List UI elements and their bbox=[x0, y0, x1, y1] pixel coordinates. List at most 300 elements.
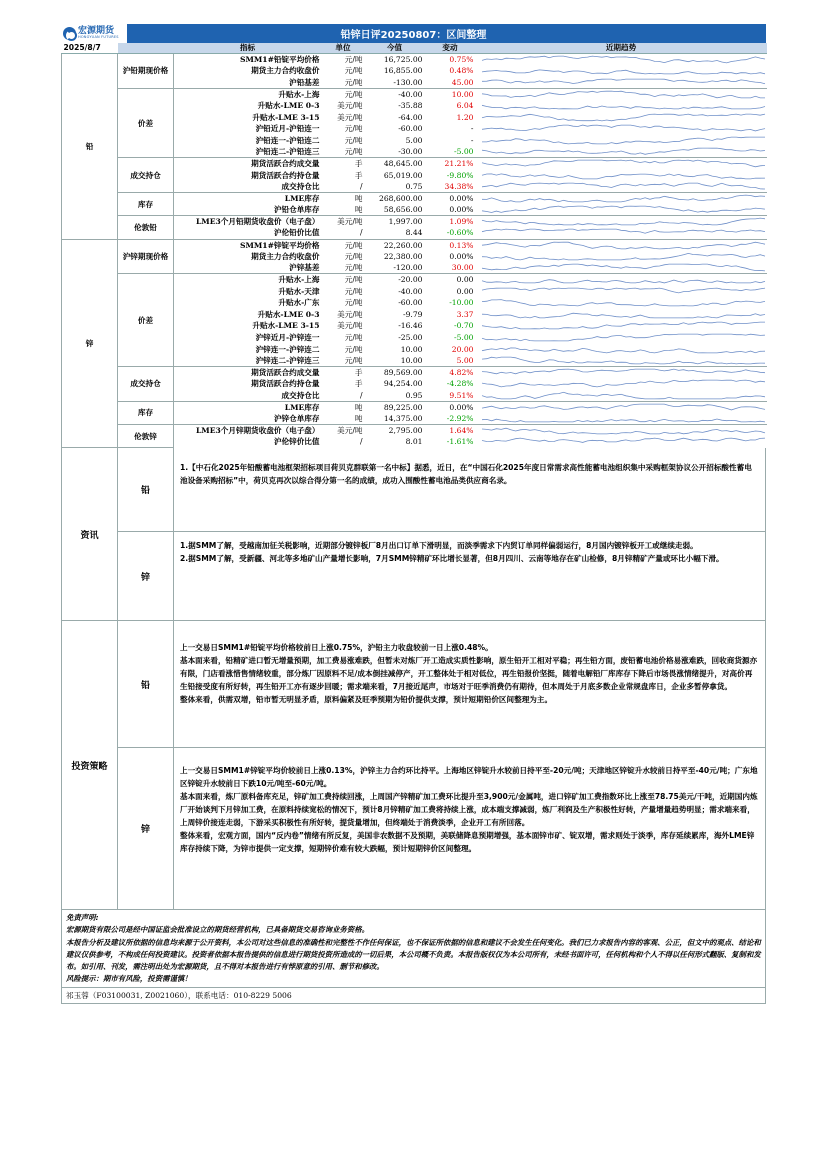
trend-cell bbox=[476, 227, 767, 239]
disclaimer-p3: 风险提示：期市有风险，投资需谨慎！ bbox=[66, 974, 192, 984]
change-cell: 0.00 bbox=[425, 274, 476, 286]
unit-cell: 美元/吨 bbox=[337, 321, 363, 331]
indicator-name: 沪锌连二-沪锌连三 bbox=[255, 355, 320, 365]
strategy-section-label: 投资策略 bbox=[62, 621, 118, 909]
strategy-zinc-p3: 整体来看，宏观方面，国内“反内卷”情绪有所反复，美国非农数据不及预期，美联储降息预期增强，基本面锌市矿、锭双增，需求则处于淡季，库存延续累库，海外LME锌库存持续下降，为锌市提供一定支撑，短期锌价难有较大跌幅，预计短期锌价区间整理。 bbox=[180, 831, 755, 854]
indicator-name: 升贴水-广东 bbox=[278, 298, 320, 308]
trend-cell bbox=[476, 436, 767, 448]
value-cell: 89,225.00 bbox=[365, 401, 425, 413]
disclaimer bbox=[61, 910, 766, 988]
trend-line bbox=[482, 300, 765, 306]
table-row bbox=[62, 239, 767, 251]
value-cell: 268,600.00 bbox=[365, 193, 425, 205]
value-cell: 16,855.00 bbox=[383, 66, 423, 76]
trend-line bbox=[482, 230, 765, 234]
indicator-name: LME库存 bbox=[174, 401, 322, 413]
change-cell: -5.00 bbox=[454, 333, 474, 343]
value-cell: -9.79 bbox=[403, 309, 423, 319]
trend-line bbox=[482, 174, 765, 179]
trend-cell bbox=[476, 401, 767, 413]
value-cell: -130.00 bbox=[393, 77, 423, 87]
change-cell: 0.75% bbox=[425, 54, 476, 66]
trend-sparkline bbox=[478, 227, 767, 238]
value-cell: -120.00 bbox=[393, 263, 423, 273]
trend-line bbox=[482, 357, 765, 364]
strategy-lead bbox=[118, 621, 765, 747]
value-cell: 2,795.00 bbox=[365, 425, 425, 437]
market-data-table bbox=[61, 43, 767, 448]
change-cell: 30.00 bbox=[451, 263, 474, 273]
trend-sparkline bbox=[478, 216, 767, 227]
unit-cell: 手 bbox=[322, 158, 365, 170]
header-value: 今值 bbox=[365, 43, 425, 54]
trend-cell bbox=[476, 100, 767, 112]
group-label: 沪铅期现价格 bbox=[118, 54, 174, 89]
indicator-name: 成交持仓比 bbox=[281, 390, 320, 400]
group-label: 沪锌期现价格 bbox=[118, 239, 174, 274]
strategy-lead-p2: 基本面来看，铅精矿进口暂无增量预期，加工费易涨难跌，但暂未对炼厂开工造成实质性影响，原生铅开工相对平稳；再生铅方面，废铅蓄电池价格易涨难跌，回收商货源亦有限，门店看涨惜售情绪较重，部分炼厂因原料不足/成本倒挂减停产，开工整体处于相对低位，再生铅报价坚挺，随着电解铅厂库库存下降后市场畏涨情绪提升，对高价再生铅接受度有所好转，再生铅开工亦有逐步回暖；需求端来看，7月接近尾声，市场对于旺季消费仍有期待，但本周处于月底多数企业常规盘库日，企业多暂停拿货。 bbox=[180, 656, 758, 692]
trend-cell bbox=[476, 285, 767, 297]
trend-line bbox=[482, 114, 765, 121]
indicator-name: 升贴水-上海 bbox=[174, 274, 322, 286]
logo-en-text: HONGYUAN FUTURES bbox=[78, 35, 119, 40]
unit-cell: 美元/吨 bbox=[337, 309, 363, 319]
trend-cell bbox=[476, 413, 767, 425]
unit-cell: 元/吨 bbox=[344, 124, 363, 134]
indicator-name: 沪铅近月-沪铅连一 bbox=[255, 124, 320, 134]
value-cell: 22,380.00 bbox=[383, 251, 423, 261]
news-zinc bbox=[118, 531, 765, 620]
table-row bbox=[62, 54, 767, 66]
unit-cell: 吨 bbox=[322, 401, 365, 413]
value-cell: -40.00 bbox=[365, 88, 425, 100]
value-cell: 5.00 bbox=[405, 135, 423, 145]
value-cell: -64.00 bbox=[398, 112, 423, 122]
trend-sparkline bbox=[478, 274, 767, 285]
trend-sparkline bbox=[478, 436, 767, 447]
trend-cell bbox=[476, 54, 767, 66]
unit-cell: / bbox=[359, 437, 363, 447]
unit-cell: 元/吨 bbox=[344, 135, 363, 145]
trend-cell bbox=[476, 425, 767, 437]
unit-cell: 美元/吨 bbox=[322, 425, 365, 437]
unit-cell: 元/吨 bbox=[344, 147, 363, 157]
value-cell: -60.00 bbox=[398, 298, 423, 308]
change-cell: 5.00 bbox=[456, 355, 474, 365]
indicator-name: 期货活跃合约持仓量 bbox=[251, 170, 320, 180]
value-cell: 0.75 bbox=[405, 182, 423, 192]
trend-line bbox=[482, 323, 765, 330]
trend-sparkline bbox=[478, 413, 767, 424]
value-cell: 0.95 bbox=[405, 390, 423, 400]
trend-line bbox=[482, 218, 765, 225]
news-zinc-text-1: 1.据SMM了解，受越南加征关税影响，近期部分镀锌板厂8月出口订单下滑明显，而淡季需求下内贸订单同样偏弱运行，8月国内镀锌板开工或继续走弱。 bbox=[180, 541, 698, 551]
change-cell: -10.00 bbox=[449, 298, 474, 308]
trend-cell bbox=[476, 297, 767, 309]
indicator-name: 升贴水-LME 3-15 bbox=[252, 321, 320, 331]
unit-cell: 元/吨 bbox=[322, 54, 365, 66]
indicator-name: 沪伦锌价比值 bbox=[273, 437, 320, 447]
trend-sparkline bbox=[478, 146, 767, 157]
indicator-name: 期货主力合约收盘价 bbox=[251, 66, 320, 76]
indicator-name: 期货活跃合约成交量 bbox=[174, 367, 322, 379]
change-cell: 0.00% bbox=[449, 205, 474, 215]
trend-line bbox=[482, 125, 765, 131]
trend-cell bbox=[476, 251, 767, 263]
report-page bbox=[61, 24, 766, 1004]
change-cell: 20.00 bbox=[451, 344, 474, 354]
value-cell: 8.01 bbox=[405, 437, 423, 447]
trend-sparkline bbox=[478, 112, 767, 123]
change-cell: -2.92% bbox=[446, 413, 474, 423]
change-cell: 9.51% bbox=[449, 390, 474, 400]
unit-cell: 元/吨 bbox=[344, 298, 363, 308]
change-cell: 0.00% bbox=[449, 251, 474, 261]
unit-cell: 美元/吨 bbox=[322, 216, 365, 228]
change-cell: -9.80% bbox=[446, 170, 474, 180]
table-row bbox=[62, 401, 767, 413]
unit-cell: 元/吨 bbox=[344, 251, 363, 261]
trend-line bbox=[482, 148, 765, 154]
indicator-name: 沪锌连一-沪锌连二 bbox=[255, 344, 320, 354]
strategy-lead-p1: 上一交易日SMM1#铅锭平均价格较前日上涨0.75%，沪铅主力收盘较前一日上涨0.48%。 bbox=[180, 643, 493, 653]
value-cell: 94,254.00 bbox=[383, 379, 423, 389]
unit-cell: 手 bbox=[354, 379, 363, 389]
change-cell: 0.00 bbox=[456, 286, 474, 296]
news-zinc-label: 锌 bbox=[118, 532, 174, 620]
table-row bbox=[62, 88, 767, 100]
indicator-name: 升贴水-天津 bbox=[278, 286, 320, 296]
group-label: 伦敦锌 bbox=[118, 425, 174, 448]
trend-line bbox=[482, 70, 765, 74]
trend-line bbox=[482, 91, 765, 98]
trend-cell bbox=[476, 274, 767, 286]
trend-sparkline bbox=[478, 344, 767, 355]
unit-cell: 元/吨 bbox=[322, 239, 365, 251]
trend-sparkline bbox=[478, 170, 767, 181]
table-row bbox=[62, 216, 767, 228]
trend-cell bbox=[476, 146, 767, 158]
trend-sparkline bbox=[478, 262, 767, 273]
trend-line bbox=[482, 419, 765, 422]
trend-sparkline bbox=[478, 286, 767, 297]
news-section-label: 资讯 bbox=[62, 448, 118, 620]
trend-cell bbox=[476, 355, 767, 367]
change-cell: 1.09% bbox=[425, 216, 476, 228]
value-cell: 10.00 bbox=[400, 355, 423, 365]
strategy-section bbox=[61, 621, 766, 910]
trend-sparkline bbox=[478, 204, 767, 215]
indicator-name: 期货活跃合约持仓量 bbox=[251, 379, 320, 389]
trend-line bbox=[482, 334, 765, 341]
unit-cell: 吨 bbox=[322, 193, 365, 205]
trend-cell bbox=[476, 65, 767, 77]
strategy-zinc-p2: 基本面来看，炼厂原料备库充足，锌矿加工费持续回涨，上周国产锌精矿加工费环比提升至3,900元/金属吨，进口锌矿加工费指数环比上涨至78.75美元/干吨，近期国内炼厂开始谈判下月锌加工费，在原料持续宽松的情况下，预计8月锌精矿加工费将持续上涨，成本端支撑减弱，炼厂利润及生产积极性好转，产量增量趋势明显；需求端来看，上周锌价接连走弱，下游采买积极性有所好转，提货量增加，但终端处于消费淡季，企业开工有所回落。 bbox=[180, 792, 758, 828]
value-cell: 1,997.00 bbox=[365, 216, 425, 228]
trend-sparkline bbox=[478, 123, 767, 134]
change-cell: 10.00 bbox=[425, 88, 476, 100]
analyst-contact: 祁玉蓉（F03100031, Z0021060），联系电话：010-8229 5006 bbox=[61, 988, 766, 1004]
indicator-name: 成交持仓比 bbox=[281, 182, 320, 192]
header-change: 变动 bbox=[425, 43, 476, 54]
unit-cell: 吨 bbox=[354, 205, 363, 215]
unit-cell: 吨 bbox=[354, 413, 363, 423]
trend-sparkline bbox=[478, 54, 767, 65]
table-row bbox=[62, 425, 767, 437]
news-lead bbox=[118, 448, 765, 531]
trend-line bbox=[482, 183, 765, 189]
trend-line bbox=[482, 264, 765, 271]
indicator-name: 沪锌近月-沪锌连一 bbox=[255, 333, 320, 343]
trend-line bbox=[482, 288, 765, 293]
trend-sparkline bbox=[478, 425, 767, 436]
trend-sparkline bbox=[478, 89, 767, 100]
indicator-name: 期货主力合约收盘价 bbox=[251, 251, 320, 261]
unit-cell: 元/吨 bbox=[344, 286, 363, 296]
indicator-name: LME3个月铅期货收盘价（电子盘） bbox=[174, 216, 322, 228]
trend-line bbox=[482, 280, 765, 283]
logo-cn-text: 宏源期货 bbox=[78, 26, 115, 37]
trend-cell bbox=[476, 135, 767, 147]
change-cell: -4.28% bbox=[446, 379, 474, 389]
change-cell: 45.00 bbox=[451, 77, 474, 87]
trend-cell bbox=[476, 378, 767, 390]
trend-line bbox=[482, 137, 765, 144]
change-cell: -0.60% bbox=[446, 228, 474, 238]
indicator-name: 升贴水-LME 0-3 bbox=[257, 101, 320, 111]
change-cell: - bbox=[470, 124, 474, 134]
trend-line bbox=[482, 369, 765, 374]
unit-cell: 元/吨 bbox=[344, 333, 363, 343]
trend-cell bbox=[476, 204, 767, 216]
trend-line bbox=[482, 195, 765, 202]
trend-line bbox=[482, 253, 765, 260]
trend-line bbox=[482, 242, 765, 249]
trend-cell bbox=[476, 77, 767, 89]
unit-cell: 元/吨 bbox=[344, 263, 363, 273]
change-cell: 34.38% bbox=[444, 182, 474, 192]
header-trend: 近期趋势 bbox=[476, 43, 767, 54]
group-label: 价差 bbox=[118, 274, 174, 367]
value-cell: -25.00 bbox=[398, 333, 423, 343]
trend-line bbox=[482, 392, 765, 399]
value-cell: 10.00 bbox=[400, 344, 423, 354]
header-unit: 单位 bbox=[322, 43, 365, 54]
unit-cell: / bbox=[359, 182, 363, 192]
trend-cell bbox=[476, 88, 767, 100]
trend-cell bbox=[476, 158, 767, 170]
change-cell: 0.48% bbox=[449, 66, 474, 76]
trend-sparkline bbox=[478, 320, 767, 331]
trend-line bbox=[482, 206, 765, 212]
trend-cell bbox=[476, 343, 767, 355]
trend-line bbox=[482, 79, 765, 84]
trend-sparkline bbox=[478, 65, 767, 76]
strategy-lead-p3: 整体来看，供需双增，铅市暂无明显矛盾，原料偏紧及旺季预期为铅价提供支撑，预计短期铅价区间整理为主。 bbox=[180, 695, 553, 705]
change-cell: 0.13% bbox=[425, 239, 476, 251]
trend-sparkline bbox=[478, 181, 767, 192]
change-cell: 6.04 bbox=[456, 101, 474, 111]
trend-line bbox=[482, 348, 765, 353]
indicator-name: 沪锌仓单库存 bbox=[273, 413, 320, 423]
trend-sparkline bbox=[478, 390, 767, 401]
indicator-name: 期货活跃合约成交量 bbox=[174, 158, 322, 170]
trend-sparkline bbox=[478, 378, 767, 389]
report-title: 铅锌日评20250807：区间整理 bbox=[340, 30, 487, 41]
value-cell: 58,656.00 bbox=[383, 205, 423, 215]
value-cell: -16.46 bbox=[398, 321, 423, 331]
trend-sparkline bbox=[478, 297, 767, 308]
trend-cell bbox=[476, 320, 767, 332]
unit-cell: 美元/吨 bbox=[337, 101, 363, 111]
value-cell: -20.00 bbox=[365, 274, 425, 286]
trend-sparkline bbox=[478, 332, 767, 343]
value-cell: -60.00 bbox=[398, 124, 423, 134]
strategy-zinc bbox=[118, 747, 765, 909]
unit-cell: 手 bbox=[354, 170, 363, 180]
indicator-name: 沪伦铅价比值 bbox=[273, 228, 320, 238]
change-cell: 1.20 bbox=[456, 112, 474, 122]
value-cell: 65,019.00 bbox=[383, 170, 423, 180]
trend-line bbox=[482, 160, 765, 167]
trend-cell bbox=[476, 309, 767, 321]
trend-sparkline bbox=[478, 193, 767, 204]
trend-sparkline bbox=[478, 135, 767, 146]
indicator-name: 升贴水-LME 3-15 bbox=[252, 112, 320, 122]
trend-sparkline bbox=[478, 158, 767, 169]
trend-sparkline bbox=[478, 355, 767, 366]
unit-cell: 元/吨 bbox=[322, 88, 365, 100]
trend-sparkline bbox=[478, 251, 767, 262]
indicator-name: SMM1#锌锭平均价格 bbox=[174, 239, 322, 251]
trend-sparkline bbox=[478, 100, 767, 111]
news-lead-label: 铅 bbox=[118, 448, 174, 531]
trend-cell bbox=[476, 367, 767, 379]
change-cell: 1.64% bbox=[425, 425, 476, 437]
change-cell: - bbox=[470, 135, 474, 145]
value-cell: -35.88 bbox=[398, 101, 423, 111]
change-cell: 4.82% bbox=[425, 367, 476, 379]
trend-sparkline bbox=[478, 240, 767, 251]
group-label: 库存 bbox=[118, 193, 174, 216]
indicator-name: 升贴水-LME 0-3 bbox=[257, 309, 320, 319]
trend-cell bbox=[476, 181, 767, 193]
strategy-zinc-label: 锌 bbox=[118, 748, 174, 909]
report-header bbox=[61, 24, 766, 43]
trend-sparkline bbox=[478, 309, 767, 320]
table-row bbox=[62, 367, 767, 379]
trend-line bbox=[482, 105, 765, 109]
unit-cell: 美元/吨 bbox=[337, 112, 363, 122]
unit-cell: 元/吨 bbox=[344, 66, 363, 76]
trend-cell bbox=[476, 123, 767, 135]
unit-cell: 元/吨 bbox=[344, 344, 363, 354]
disclaimer-p2: 本报告分析及建议所依据的信息均来源于公开资料，本公司对这些信息的准确性和完整性不作任何保证，也不保证所依据的信息和建议不会发生任何变化。我们已力求报告内容的客观、公正，但文中的观点、结论和建议仅供参考，不构成任何投资建议。投资者依据本报告提供的信息进行期货投资所造成的一切后果，本公司概不负责。本报告版权仅为本公司所有，未经书面许可，任何机构和个人不得以任何形式翻版、复制和发布。如引用、刊发，需注明出处为宏源期货，且不得对本报告进行有悖原意的引用、删节和修改。 bbox=[66, 937, 761, 971]
trend-line bbox=[482, 428, 765, 434]
value-cell: 14,375.00 bbox=[383, 413, 423, 423]
table-row bbox=[62, 274, 767, 286]
trend-cell bbox=[476, 169, 767, 181]
zinc-metal-label: 锌 bbox=[62, 239, 118, 448]
group-label: 成交持仓 bbox=[118, 367, 174, 402]
news-zinc-text-2: 2.据SMM了解，受新疆、河北等多地矿山产量增长影响，7月SMM锌精矿环比增长显著，但8月四川、云南等地存在矿山检修，8月锌精矿产量或环比小幅下滑。 bbox=[180, 554, 724, 564]
value-cell: 22,260.00 bbox=[365, 239, 425, 251]
group-label: 成交持仓 bbox=[118, 158, 174, 193]
unit-cell: / bbox=[359, 228, 363, 238]
trend-cell bbox=[476, 239, 767, 251]
strategy-zinc-p1: 上一交易日SMM1#锌锭平均价较前日上涨0.13%，沪锌主力合约环比持平。上海地区锌锭升水较前日持平至-20元/吨；天津地区锌锭升水较前日持平至-40元/吨；广东地区锌锭升水较前日下跌10元/吨至-60元/吨。 bbox=[180, 766, 758, 789]
indicator-name: LME库存 bbox=[174, 193, 322, 205]
change-cell: -1.61% bbox=[446, 437, 474, 447]
table-row bbox=[62, 158, 767, 170]
value-cell: 89,569.00 bbox=[365, 367, 425, 379]
group-label: 价差 bbox=[118, 88, 174, 158]
unit-cell: 元/吨 bbox=[344, 355, 363, 365]
value-cell: -30.00 bbox=[398, 147, 423, 157]
trend-cell bbox=[476, 262, 767, 274]
disclaimer-title: 免责声明: bbox=[66, 913, 99, 923]
trend-sparkline bbox=[478, 402, 767, 413]
trend-line bbox=[482, 404, 765, 410]
group-label: 库存 bbox=[118, 401, 174, 424]
trend-cell bbox=[476, 216, 767, 228]
unit-cell: 元/吨 bbox=[344, 77, 363, 87]
trend-line bbox=[482, 56, 765, 63]
indicator-name: 沪铅仓单库存 bbox=[273, 205, 320, 215]
value-cell: 16,725.00 bbox=[365, 54, 425, 66]
value-cell: 48,645.00 bbox=[365, 158, 425, 170]
indicator-name: 升贴水-上海 bbox=[174, 88, 322, 100]
value-cell: -40.00 bbox=[398, 286, 423, 296]
change-cell: -5.00 bbox=[454, 147, 474, 157]
trend-cell bbox=[476, 111, 767, 123]
trend-sparkline bbox=[478, 367, 767, 378]
trend-cell bbox=[476, 332, 767, 344]
change-cell: 0.00% bbox=[425, 401, 476, 413]
value-cell: 8.44 bbox=[405, 228, 423, 238]
table-header-row bbox=[62, 43, 767, 54]
trend-line bbox=[482, 313, 765, 318]
news-lead-text: 1.【中石化2025年铅酸蓄电池框架招标项目荷贝克群联第一名中标】据悉，近日，在“中国石化2025年度日常需求高性能蓄电池组织集中采购框架协议公开招标酸性蓄电池设备采购招标”中，荷贝克再次以综合得分第一名的成绩，成功入围酸性蓄电池品类供应商名录。 bbox=[180, 463, 752, 486]
unit-cell: / bbox=[359, 390, 363, 400]
lead-metal-label: 铅 bbox=[62, 54, 118, 240]
indicator-name: LME3个月锌期货收盘价（电子盘） bbox=[174, 425, 322, 437]
indicator-name: 沪铅连二-沪铅连三 bbox=[255, 147, 320, 157]
indicator-name: 沪铅连一-沪铅连二 bbox=[255, 135, 320, 145]
group-label: 伦敦铅 bbox=[118, 216, 174, 239]
indicator-name: 沪铅基差 bbox=[289, 77, 320, 87]
news-section bbox=[61, 448, 766, 621]
change-cell: 21.21% bbox=[425, 158, 476, 170]
disclaimer-p1: 宏源期货有限公司是经中国证监会批准设立的期货经营机构，已具备期货交易咨询业务资格。 bbox=[66, 925, 370, 935]
unit-cell: 元/吨 bbox=[322, 274, 365, 286]
trend-line bbox=[482, 438, 765, 442]
report-date: 2025/8/7 bbox=[62, 43, 118, 54]
table-row bbox=[62, 193, 767, 205]
indicator-name: 沪锌基差 bbox=[289, 263, 320, 273]
change-cell: 3.37 bbox=[456, 309, 474, 319]
strategy-lead-label: 铅 bbox=[118, 621, 174, 747]
change-cell: 0.00% bbox=[425, 193, 476, 205]
trend-sparkline bbox=[478, 77, 767, 88]
trend-cell bbox=[476, 193, 767, 205]
change-cell: -0.70 bbox=[454, 321, 474, 331]
header-indicator: 指标 bbox=[174, 43, 322, 54]
trend-line bbox=[482, 381, 765, 388]
indicator-name: SMM1#铅锭平均价格 bbox=[174, 54, 322, 66]
trend-cell bbox=[476, 390, 767, 402]
unit-cell: 手 bbox=[322, 367, 365, 379]
